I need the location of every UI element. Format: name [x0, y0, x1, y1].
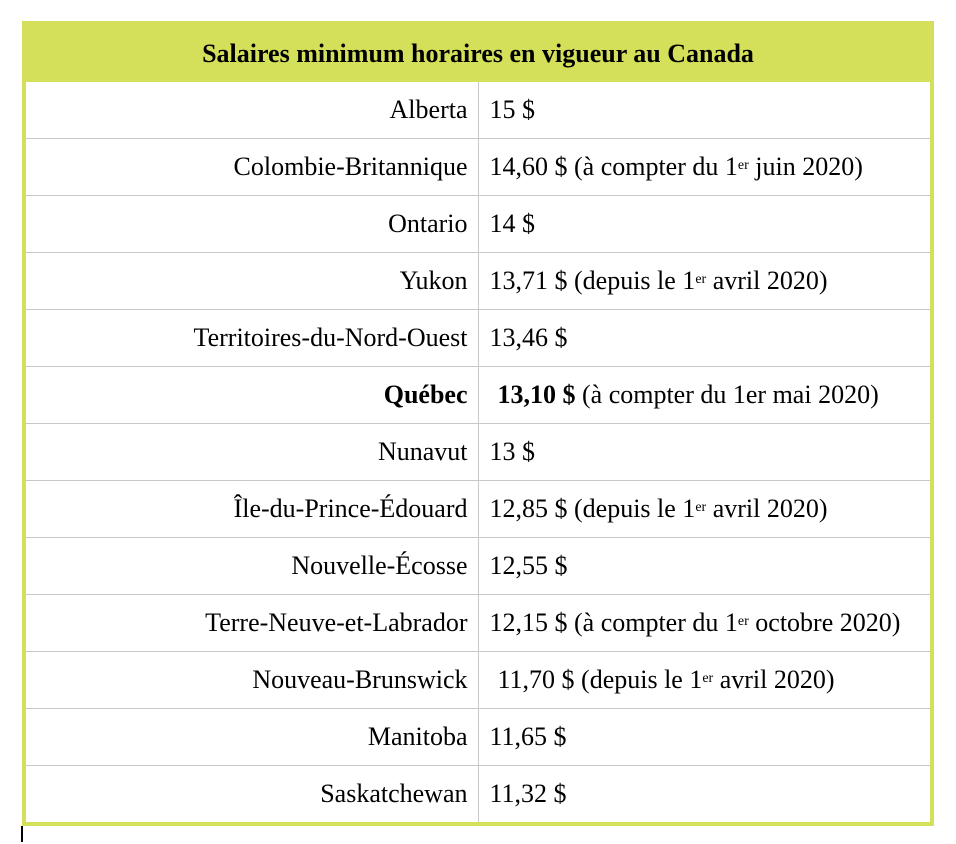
wage-date-text: avril 2020): [713, 665, 835, 694]
wage-text: 13,46 $: [489, 323, 568, 352]
wage-value: [478, 766, 932, 825]
wage-value: [478, 538, 932, 595]
wage-date-text: avril 2020): [706, 494, 828, 523]
wage-value: [478, 139, 932, 196]
wage-text: 12,15 $ (à compter du 1: [489, 608, 738, 637]
superscript: er: [695, 500, 707, 515]
wage-value: [478, 367, 932, 424]
wage-value: [478, 310, 932, 367]
wage-text: 11,65 $: [489, 722, 567, 751]
table-row: [24, 139, 932, 196]
table-header-row: [24, 23, 932, 82]
table-row: [24, 253, 932, 310]
wage-text: 14 $: [489, 209, 535, 238]
wage-text: 11,32 $: [489, 779, 567, 808]
table-row: [24, 709, 932, 766]
wage-text: 12,85 $ (depuis le 1: [489, 494, 696, 523]
wage-value: [478, 709, 932, 766]
province-name: Nouveau-Brunswick: [24, 652, 478, 709]
wage-value: [478, 82, 932, 139]
wage-text: 11,70 $ (depuis le 1: [497, 665, 703, 694]
province-name: Île-du-Prince-Édouard: [24, 481, 478, 538]
wage-text: 13,71 $ (depuis le 1: [489, 266, 696, 295]
province-name: Colombie-Britannique: [24, 139, 478, 196]
table-row: [24, 196, 932, 253]
table-row: [24, 595, 932, 652]
table-row: [24, 424, 932, 481]
wage-date-text: avril 2020): [706, 266, 828, 295]
wage-value: [478, 196, 932, 253]
wage-text: 13,10 $: [497, 380, 576, 409]
wage-text: 13 $: [489, 437, 535, 466]
wage-value: [478, 595, 932, 652]
table-row: [24, 652, 932, 709]
superscript: er: [737, 158, 749, 173]
table-row: [24, 310, 932, 367]
province-name: Ontario: [24, 196, 478, 253]
wage-date-text: (à compter du 1er mai 2020): [575, 380, 879, 409]
wage-value: [478, 253, 932, 310]
province-name: Territoires-du-Nord-Ouest: [24, 310, 478, 367]
table-row: [24, 538, 932, 595]
wage-value: [478, 652, 932, 709]
wage-date-text: juin 2020): [748, 152, 863, 181]
wage-value: [478, 481, 932, 538]
wage-value: [478, 424, 932, 481]
province-name: Alberta: [24, 82, 478, 139]
superscript: er: [737, 614, 749, 629]
province-name: Manitoba: [24, 709, 478, 766]
wage-text: 15 $: [489, 95, 535, 124]
province-name: Yukon: [24, 253, 478, 310]
province-name: Nunavut: [24, 424, 478, 481]
province-name: Terre-Neuve-et-Labrador: [24, 595, 478, 652]
wage-text: 12,55 $: [489, 551, 568, 580]
table-row: [24, 481, 932, 538]
table-title: Salaires minimum horaires en vigueur au Canada: [24, 23, 932, 82]
table-row-highlighted: [24, 367, 932, 424]
text-cursor: [21, 826, 23, 842]
table-row: [24, 766, 932, 825]
wage-date-text: octobre 2020): [748, 608, 901, 637]
minimum-wage-table: [22, 21, 934, 826]
superscript: er: [702, 671, 714, 686]
province-name: Québec: [24, 367, 478, 424]
superscript: er: [695, 272, 707, 287]
table-row: [24, 82, 932, 139]
province-name: Nouvelle-Écosse: [24, 538, 478, 595]
wage-text: 14,60 $ (à compter du 1: [489, 152, 738, 181]
province-name: Saskatchewan: [24, 766, 478, 825]
